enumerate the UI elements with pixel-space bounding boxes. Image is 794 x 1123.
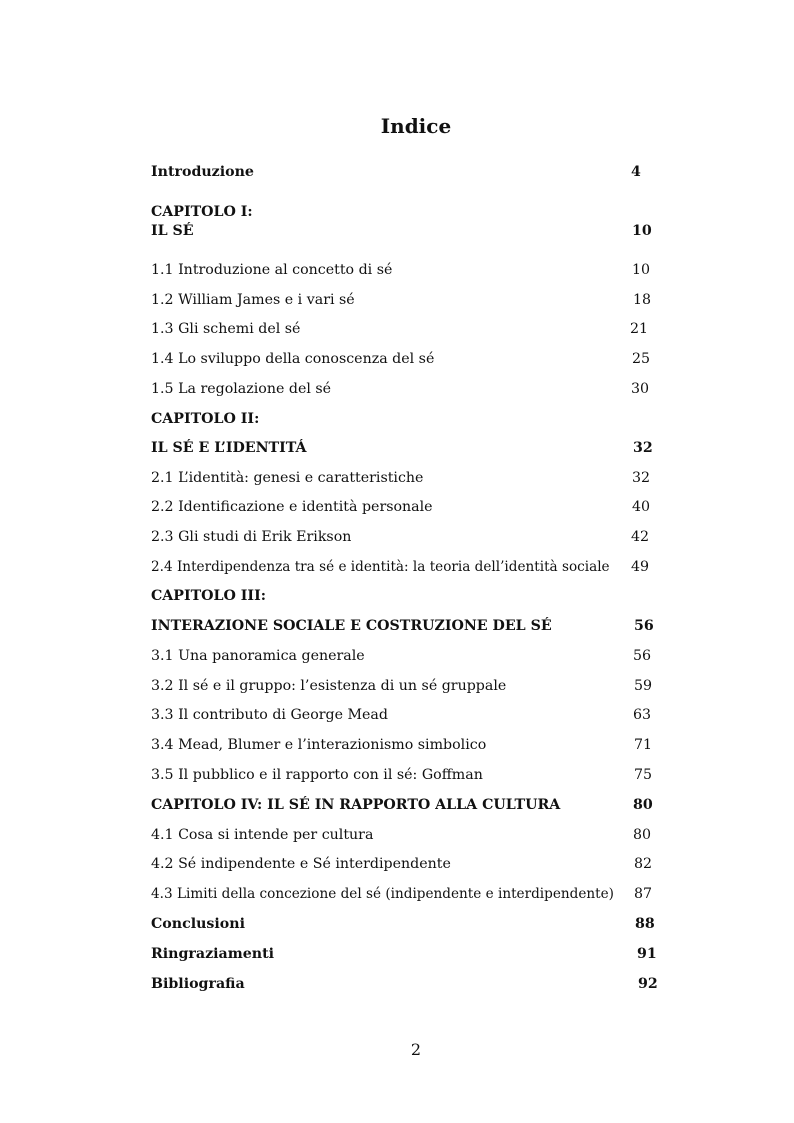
toc-entry-label: 1.5 La regolazione del sé [151,381,332,397]
toc-entry-label: 3.1 Una panoramica generale [151,648,365,664]
toc-entry-label: 4.2 Sé indipendente e Sé interdipendente [151,856,451,872]
toc-entry-page: 40 [632,499,651,515]
toc-entry-page: 80 [633,797,653,813]
toc-entry-label: 4.1 Cosa si intende per cultura [151,827,374,843]
toc-entry-label: 2.3 Gli studi di Erik Erikson [151,529,352,545]
toc-entry-page: 56 [633,648,652,664]
toc-entry-label: IL SÉ E L’IDENTITÁ [151,440,307,456]
toc-entry-page: 30 [631,381,650,397]
toc-entry-page: 10 [632,223,652,239]
toc-entry-label: 3.4 Mead, Blumer e l’interazionismo simbolico [151,737,487,753]
toc-entry-label: 4.3 Limiti della concezione del sé (indipendente e interdipendente) [151,886,614,902]
toc-entry-label: CAPITOLO IV: IL SÉ IN RAPPORTO ALLA CULTURA [151,797,561,813]
toc-entry-page: 21 [630,321,649,337]
toc-entry-label: 2.4 Interdipendenza tra sé e identità: la teoria dell’identità sociale [151,559,610,575]
toc-entry-page: 91 [637,946,657,962]
toc-entry-page: 82 [634,856,653,872]
toc-entry-label: 2.1 L’identità: genesi e caratteristiche [151,470,424,486]
toc-entry-page: 59 [634,678,653,694]
toc-entry-label: CAPITOLO III: [151,588,266,604]
toc-entry-label: 1.2 William James e i vari sé [151,292,355,308]
toc-entry-page: 92 [638,976,658,992]
toc-entry-page: 32 [632,470,651,486]
toc-entry-page: 71 [634,737,653,753]
toc-entry-page: 56 [634,618,654,634]
toc-entry-label: 3.2 Il sé e il gruppo: l’esistenza di un sé gruppale [151,678,507,694]
toc-entry-page: 88 [635,916,655,932]
toc-entry-page: 80 [633,827,652,843]
page-number: 2 [410,1040,422,1059]
toc-entry-page: 49 [631,559,650,575]
toc-entry-label: Introduzione [151,164,254,180]
toc-entry-page: 87 [634,886,653,902]
toc-entry-label: Conclusioni [151,916,245,932]
toc-entry-page: 63 [633,707,652,723]
toc-entry-label: 1.3 Gli schemi del sé [151,321,301,337]
toc-entry-page: 75 [634,767,653,783]
page-title: Indice [380,114,452,138]
toc-entry-page: 18 [633,292,652,308]
toc-entry-label: CAPITOLO II: [151,411,260,427]
toc-entry-page: 32 [633,440,653,456]
toc-entry-label: 3.5 Il pubblico e il rapporto con il sé: Goffman [151,767,483,783]
toc-entry-label: Bibliografia [151,976,245,992]
toc-entry-page: 42 [631,529,650,545]
toc-entry-label: 2.2 Identificazione e identità personale [151,499,433,515]
toc-entry-label: 1.4 Lo sviluppo della conoscenza del sé [151,351,435,367]
toc-entry-label: CAPITOLO I: [151,204,253,220]
toc-entry-label: 3.3 Il contributo di George Mead [151,707,388,723]
toc-entry-label: 1.1 Introduzione al concetto di sé [151,262,393,278]
toc-entry-label: IL SÉ [151,223,194,239]
toc-entry-page: 25 [632,351,651,367]
toc-entry-page: 4 [631,164,641,180]
toc-entry-page: 10 [632,262,651,278]
toc-entry-label: Ringraziamenti [151,946,275,962]
toc-entry-label: INTERAZIONE SOCIALE E COSTRUZIONE DEL SÉ [151,618,552,634]
